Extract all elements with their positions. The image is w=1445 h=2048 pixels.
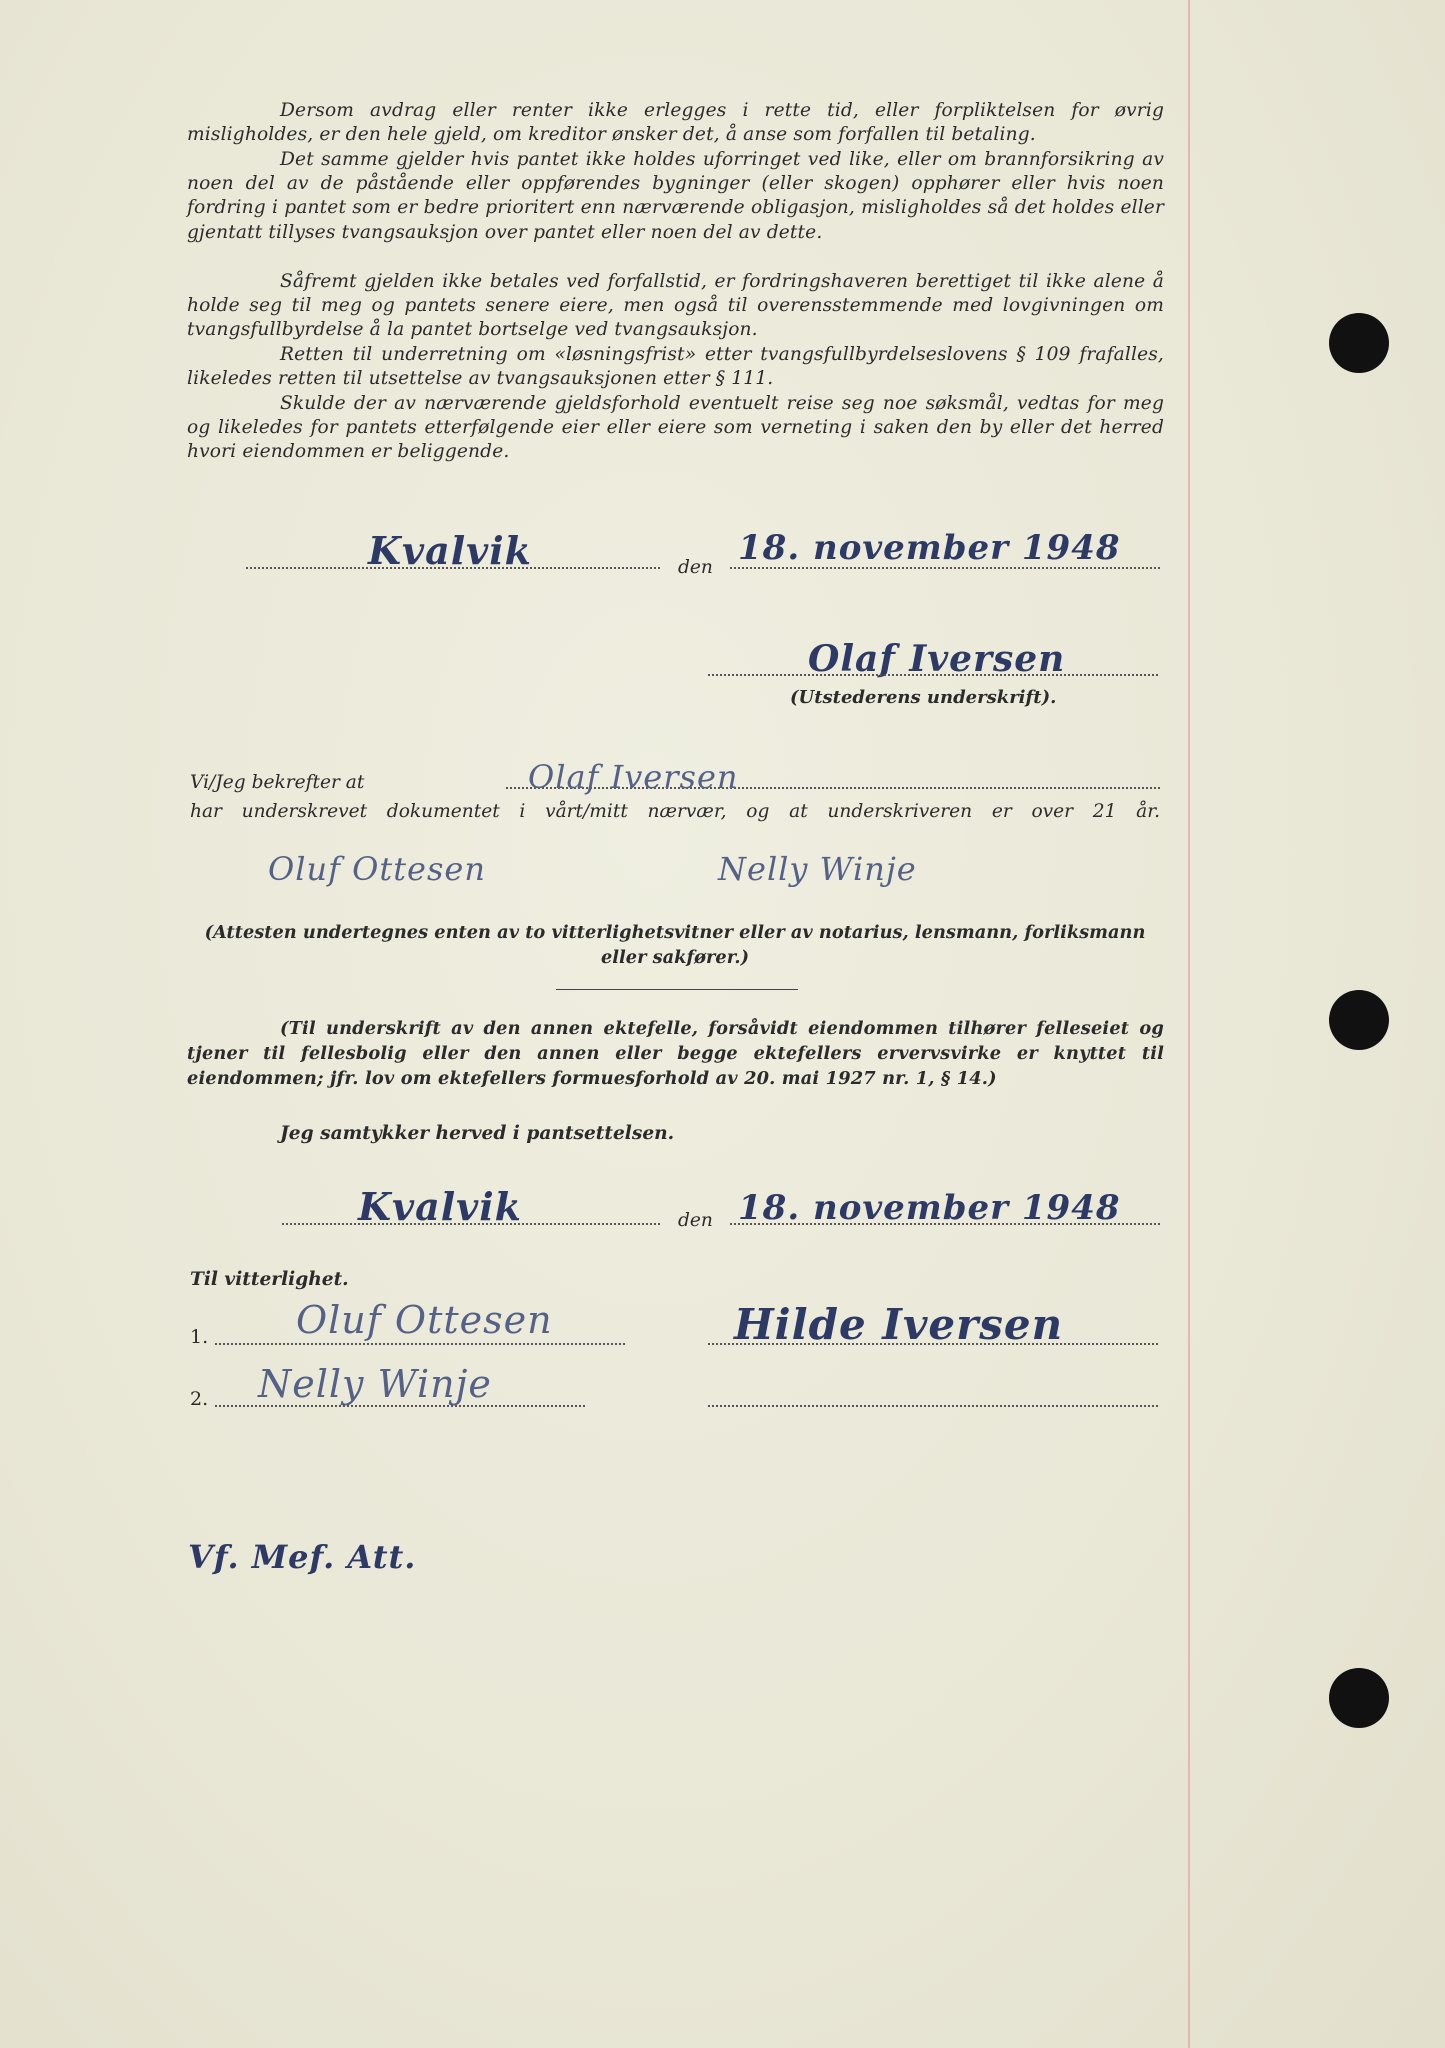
den-label-2: den bbox=[678, 1210, 713, 1231]
witness-signature-1: Oluf Ottesen bbox=[296, 1298, 553, 1342]
witness-number-2: 2. bbox=[190, 1388, 209, 1410]
paragraph-forced-sale: Såfremt gjelden ikke betales ved forfallstid, er fordringshaveren berettiget til ikke alene å holde seg til meg og pantets senere eiere, men også til overensstemmende med lovgivningen om tvangsfullbyrdelse å la pantet bortselge ved tvangsauksjon. bbox=[187, 271, 1164, 341]
date-handwritten-1: 18. november 1948 bbox=[738, 528, 1121, 568]
separator-rule bbox=[556, 989, 798, 990]
consent-statement: Jeg samtykker herved i pantsettelsen. bbox=[280, 1123, 675, 1144]
attestation-note: (Attesten undertegnes enten av to vitterlighetsvitner eller av notarius, lensmann, forliksmann eller sakfører.) bbox=[204, 922, 1146, 968]
confirmation-name-handwritten: Olaf Iversen bbox=[528, 758, 739, 796]
paragraph-default: Dersom avdrag eller renter ikke erlegges i rette tid, eller forpliktelsen for øvrig misligholdes, er den hele gjeld, om kreditor ønsker det, å anse som forfallen til betaling. bbox=[187, 100, 1164, 146]
punch-hole-middle bbox=[1329, 990, 1389, 1050]
issuer-caption: (Utstederens underskrift). bbox=[790, 687, 1057, 708]
den-label-1: den bbox=[678, 557, 713, 578]
spouse-signature: Hilde Iversen bbox=[734, 1300, 1064, 1349]
witness-number-1: 1. bbox=[190, 1326, 209, 1348]
confirmation-text: har underskrevet dokumentet i vårt/mitt nærvær, og at underskriveren er over 21 år. bbox=[190, 801, 1160, 822]
paragraph-venue: Skulde der av nærværende gjeldsforhold eventuelt reise seg noe søksmål, vedtas for meg og likeledes for pantets etterfølgende eier eller eiere som verneting i saken den by eller det herred hvori eiendommen er beliggende. bbox=[187, 393, 1164, 463]
witness-signature-left: Oluf Ottesen bbox=[268, 850, 486, 888]
issuer-signature: Olaf Iversen bbox=[808, 638, 1066, 680]
date-handwritten-2: 18. november 1948 bbox=[738, 1188, 1121, 1228]
witness-signature-right: Nelly Winje bbox=[718, 850, 917, 888]
place-handwritten-1: Kvalvik bbox=[368, 528, 533, 573]
confirmation-prefix: Vi/Jeg bekrefter at bbox=[190, 772, 365, 793]
paragraph-notice-waiver: Retten til underretning om «løsningsfrist» etter tvangsfullbyrdelseslovens § 109 frafalles, likeledes retten til utsettelse av tvangsauksjonen etter § 111. bbox=[187, 344, 1164, 390]
place-handwritten-2: Kvalvik bbox=[358, 1184, 523, 1229]
margin-rule bbox=[1188, 0, 1190, 2048]
witness-line-1 bbox=[215, 1343, 625, 1345]
punch-hole-bottom bbox=[1329, 1668, 1389, 1728]
paragraph-fire-insurance: Det samme gjelder hvis pantet ikke holdes uforringet ved like, eller om brannforsikring av noen del av de påstående eller oppførendes bygninger (eller skogen) opphører eller hvis noen fordring i pantet som er bedre prioritert enn nærværende obligasjon, misligholdes så det holdes eller gjentatt tillyses tvangsauksjon over pantet eller noen del av dette. bbox=[187, 149, 1164, 243]
issuer-signature-line bbox=[708, 674, 1158, 676]
witness-heading: Til vitterlighet. bbox=[190, 1269, 349, 1290]
blank-signature-line bbox=[708, 1405, 1158, 1407]
spouse-consent-note: (Til underskrift av den annen ektefelle, forsåvidt eiendommen tilhører felleseiet og tjener til fellesbolig eller den annen eller begge ektefellers ervervsvirke er knyttet til eiendommen; jfr. lov om ektefellers formuesforhold av 20. mai 1927 nr. 1, § 14.) bbox=[187, 1018, 1164, 1089]
witness-signature-2: Nelly Winje bbox=[258, 1362, 492, 1406]
bottom-handwritten-note: Vf. Mef. Att. bbox=[188, 1538, 417, 1576]
punch-hole-top bbox=[1329, 313, 1389, 373]
